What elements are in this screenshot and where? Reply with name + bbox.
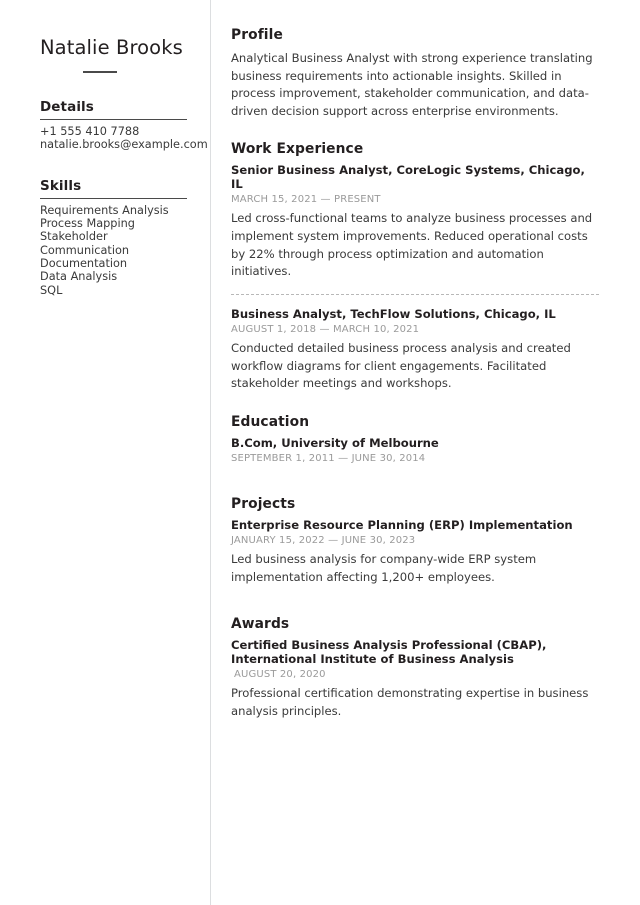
education-entry-title: B.Com, University of Melbourne: [231, 435, 439, 450]
entry-separator: [231, 294, 600, 295]
project-entry-title: Enterprise Resource Planning (ERP) Implementation: [231, 517, 573, 532]
work-entry-date: AUGUST 1, 2018 — MARCH 10, 2021: [231, 323, 420, 335]
skill-item: SQL: [40, 283, 63, 297]
work-entry-title: Business Analyst, TechFlow Solutions, Chicago, IL: [231, 306, 556, 321]
education-entry-date: SEPTEMBER 1, 2011 — JUNE 30, 2014: [231, 452, 426, 464]
sidebar: [0, 0, 210, 905]
awards-heading: Awards: [231, 616, 290, 633]
project-entry-description: Led business analysis for company-wide ERP system implementation affecting 1,200+ employees.: [231, 551, 537, 584]
skills-heading: Skills: [40, 177, 82, 194]
skills-heading-rule: [40, 198, 187, 199]
work-entry-date: MARCH 15, 2021 — PRESENT: [231, 194, 381, 206]
details-section: [40, 98, 208, 152]
skills-section: [40, 178, 196, 297]
skill-item: Data Analysis: [40, 270, 118, 284]
candidate-name: Natalie Brooks: [40, 36, 183, 59]
project-entry: [231, 519, 600, 586]
name-underline-rule: [83, 71, 117, 73]
work-entry-title: Senior Business Analyst, CoreLogic Systems, Chicago, IL: [231, 163, 585, 192]
education-heading: Education: [231, 413, 310, 430]
details-heading-rule: [40, 119, 187, 120]
skill-item: Stakeholder: [40, 230, 108, 244]
phone-value: +1 555 410 7788: [40, 124, 140, 138]
work-entry: [231, 164, 600, 280]
work-entry-description: Conducted detailed business process analysis and created workflow diagrams for client engagements. Facilitated stakeholder meetings and workshops.: [231, 340, 571, 391]
work-experience-heading: Work Experience: [231, 141, 364, 158]
project-entry-date: JANUARY 15, 2022 — JUNE 30, 2023: [231, 534, 416, 546]
skill-item: Requirements Analysis: [40, 203, 169, 217]
projects-heading: Projects: [231, 495, 296, 512]
profile-text: Analytical Business Analyst with strong experience translating business requirements into actionable insights. Skilled in process improvement, stakeholder communication, and data-driven decision support across enterprise environments.: [231, 51, 593, 118]
email-value: natalie.brooks@example.com: [40, 138, 208, 152]
projects-section: [231, 496, 600, 586]
work-entry-description: Led cross-functional teams to analyze business processes and implement system improvements. Reduced operational costs by 22% through process optimization and automation initiatives.: [231, 211, 593, 279]
work-entry: [231, 308, 600, 393]
profile-heading: Profile: [231, 27, 283, 43]
education-section: [231, 414, 600, 466]
main-column: [211, 0, 640, 905]
awards-section: [231, 616, 600, 720]
skill-item: Documentation: [40, 256, 128, 270]
profile-section: [231, 27, 600, 120]
skill-item: Communication: [40, 243, 130, 257]
award-entry-date: AUGUST 20, 2020: [234, 669, 326, 681]
award-entry: [231, 639, 600, 720]
award-entry-description: Professional certification demonstrating expertise in business analysis principles.: [231, 686, 589, 718]
award-entry-title: Certified Business Analysis Professional (CBAP), International Institute of Business Analysis: [231, 638, 547, 667]
skills-list: [40, 204, 196, 297]
details-heading: Details: [40, 98, 94, 115]
work-experience-section: [231, 141, 600, 392]
skill-item: Process Mapping: [40, 216, 135, 230]
education-entry: [231, 437, 600, 466]
